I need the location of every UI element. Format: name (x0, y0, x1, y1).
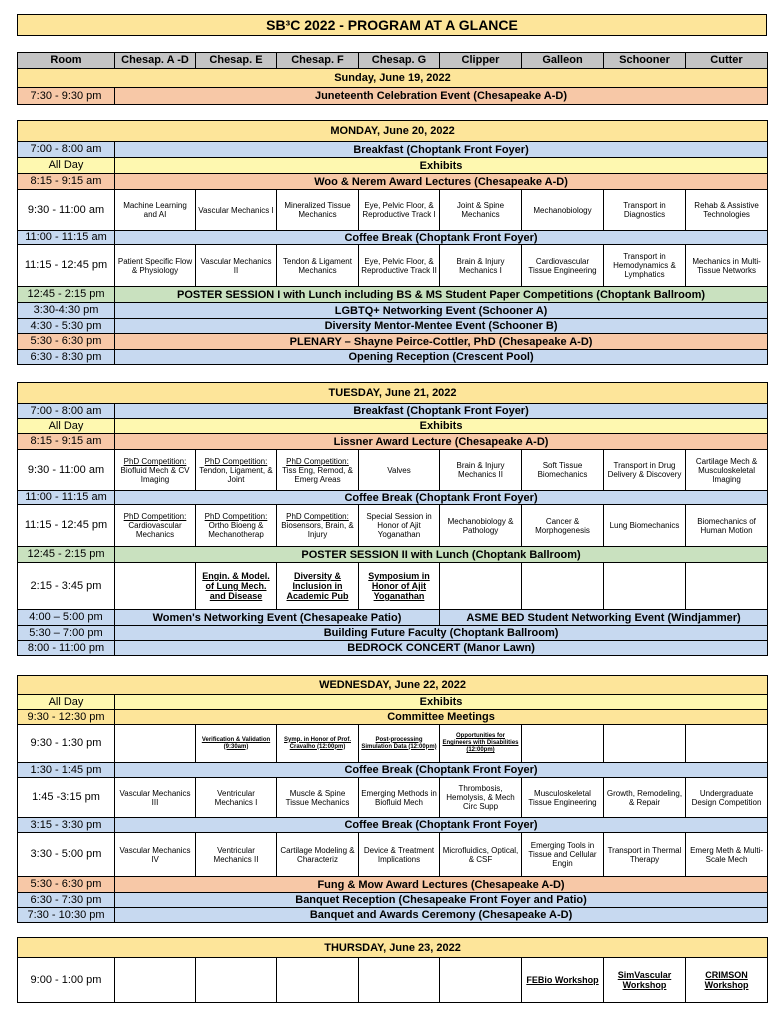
session-cell: Cartilage Mech & Musculoskeletal Imaging (686, 450, 768, 491)
header-chesap-f: Chesap. F (277, 53, 359, 69)
event-cell: Juneteenth Celebration Event (Chesapeake A-D) (115, 88, 768, 105)
tuesday-table (17, 382, 768, 656)
session-cell: Muscle & Spine Tissue Mechanics (277, 778, 359, 818)
header-schooner: Schooner (604, 53, 686, 69)
session-cell (277, 958, 359, 1003)
session-cell: Cancer & Morphogenesis (522, 505, 604, 547)
session-cell (277, 725, 359, 763)
session-cell: Emerging Methods in Biofluid Mech (359, 778, 440, 818)
session-cell: Mechanics in Multi-Tissue Networks (686, 245, 768, 287)
schedule-row (18, 908, 768, 923)
time-cell: 1:45 -3:15 pm (18, 778, 115, 818)
session-cell: Undergraduate Design Competition (686, 778, 768, 818)
day-heading-row (18, 938, 768, 958)
time-cell: 12:45 - 2:15 pm (18, 287, 115, 303)
session-cell: Ventricular Mechanics I (196, 778, 277, 818)
session-cell: Thrombosis, Hemolysis, & Mech Circ Supp (440, 778, 522, 818)
session-cell: Cartilage Modeling & Characteriz (277, 833, 359, 877)
time-cell: All Day (18, 695, 115, 710)
header-chesap-a-d: Chesap. A -D (115, 53, 196, 69)
session-row (18, 725, 768, 763)
session-cell (115, 563, 196, 610)
workshop-title: FEBio Workshop (526, 975, 599, 985)
event-cell: Banquet Reception (Chesapeake Front Foyer and Patio) (115, 893, 768, 908)
session-title: Tendon, Ligament, & Joint (199, 465, 273, 484)
time-cell: 3:30-4:30 pm (18, 303, 115, 319)
time-cell: 1:30 - 1:45 pm (18, 763, 115, 778)
session-cell (686, 563, 768, 610)
room-header-row (18, 53, 768, 69)
monday-table (17, 120, 768, 365)
event-cell: Coffee Break (Choptank Front Foyer) (115, 491, 768, 505)
event-cell: Exhibits (115, 158, 768, 174)
session-cell: Mechanobiology & Pathology (440, 505, 522, 547)
event-cell: PLENARY – Shayne Peirce-Cottler, PhD (Chesapeake A-D) (115, 334, 768, 350)
session-cell: Soft Tissue Biomechanics (522, 450, 604, 491)
session-row (18, 245, 768, 287)
session-cell (115, 958, 196, 1003)
session-cell (522, 958, 604, 1003)
schedule-row (18, 641, 768, 656)
event-cell: Committee Meetings (115, 710, 768, 725)
sunday-date-row (18, 69, 768, 88)
session-cell: Valves (359, 450, 440, 491)
session-cell: Cardiovascular Tissue Engineering (522, 245, 604, 287)
session-title: Biosensors, Brain, & Injury (281, 521, 354, 539)
time-cell: 8:15 - 9:15 am (18, 434, 115, 450)
time-cell: 6:30 - 7:30 pm (18, 893, 115, 908)
session-cell (440, 725, 522, 763)
session-cell (277, 450, 359, 491)
time-cell: 2:15 - 3:45 pm (18, 563, 115, 610)
time-cell: 4:30 - 5:30 pm (18, 319, 115, 334)
time-cell: 7:30 - 10:30 pm (18, 908, 115, 923)
schedule-row (18, 763, 768, 778)
session-cell: Brain & Injury Mechanics II (440, 450, 522, 491)
time-cell: 7:00 - 8:00 am (18, 404, 115, 419)
workshop-title: CRIMSON Workshop (704, 970, 749, 990)
session-cell (604, 563, 686, 610)
session-cell (115, 450, 196, 491)
session-title: Engin. & Model. of Lung Mech. and Disease (202, 571, 270, 601)
session-row (18, 450, 768, 491)
schedule-row (18, 491, 768, 505)
time-cell: 5:30 - 6:30 pm (18, 877, 115, 893)
time-cell: 4:00 – 5:00 pm (18, 610, 115, 626)
competition-label: PhD Competition: (123, 512, 187, 521)
session-cell (440, 563, 522, 610)
header-chesap-g: Chesap. G (359, 53, 440, 69)
time-cell: 7:00 - 8:00 am (18, 142, 115, 158)
session-cell: Brain & Injury Mechanics I (440, 245, 522, 287)
session-title: Ortho Bioeng & Mechanotherap (208, 521, 264, 539)
schedule-row (18, 231, 768, 245)
session-cell (196, 725, 277, 763)
schedule-row (18, 158, 768, 174)
event-cell: Coffee Break (Choptank Front Foyer) (115, 763, 768, 778)
session-cell: Transport in Hemodynamics & Lymphatics (604, 245, 686, 287)
session-cell: Transport in Drug Delivery & Discovery (604, 450, 686, 491)
session-cell (277, 563, 359, 610)
event-cell: Fung & Mow Award Lectures (Chesapeake A-D) (115, 877, 768, 893)
time-cell: 5:30 – 7:00 pm (18, 626, 115, 641)
thursday-table (17, 937, 768, 1003)
event-cell: Coffee Break (Choptank Front Foyer) (115, 231, 768, 245)
sunday-event-row (18, 88, 768, 105)
header-room: Room (18, 53, 115, 69)
competition-label: PhD Competition: (204, 456, 268, 466)
schedule-row (18, 303, 768, 319)
session-cell: Growth, Remodeling, & Repair (604, 778, 686, 818)
schedule-row (18, 142, 768, 158)
session-cell (604, 958, 686, 1003)
schedule-row (18, 174, 768, 190)
time-cell: 9:30 - 11:00 am (18, 190, 115, 231)
time-cell: 11:00 - 11:15 am (18, 231, 115, 245)
time-cell: 3:15 - 3:30 pm (18, 818, 115, 833)
session-title: Diversity & Inclusion in Academic Pub (286, 571, 349, 601)
event-cell: Opening Reception (Crescent Pool) (115, 350, 768, 365)
session-row (18, 958, 768, 1003)
schedule-row (18, 626, 768, 641)
time-cell: All Day (18, 158, 115, 174)
session-cell: Eye, Pelvic Floor, & Reproductive Track I (359, 190, 440, 231)
header-clipper: Clipper (440, 53, 522, 69)
schedule-row (18, 319, 768, 334)
time-cell: 9:30 - 12:30 pm (18, 710, 115, 725)
schedule-row (18, 695, 768, 710)
session-row (18, 190, 768, 231)
day-heading-row (18, 121, 768, 142)
schedule-row (18, 334, 768, 350)
session-cell: Tendon & Ligament Mechanics (277, 245, 359, 287)
session-cell: Microfluidics, Optical, & CSF (440, 833, 522, 877)
session-row (18, 778, 768, 818)
session-title: Verification & Validation (9:30am) (201, 736, 271, 750)
competition-label: PhD Competition: (286, 456, 349, 466)
day-heading: WEDNESDAY, June 22, 2022 (18, 676, 768, 695)
session-cell (277, 505, 359, 547)
header-galleon: Galleon (522, 53, 604, 69)
header-cutter: Cutter (686, 53, 768, 69)
session-title: Symp. in Honor of Prof. Cravalho (12:00pm) (284, 736, 351, 750)
event-cell: Lissner Award Lecture (Chesapeake A-D) (115, 434, 768, 450)
event-cell: ASME BED Student Networking Event (Windjammer) (440, 610, 768, 626)
day-heading: THURSDAY, June 23, 2022 (18, 938, 768, 958)
session-title: Biofluid Mech & CV Imaging (120, 465, 190, 484)
session-cell (604, 725, 686, 763)
session-cell (359, 958, 440, 1003)
workshop-title: SimVascular Workshop (617, 970, 672, 990)
time-cell: 11:00 - 11:15 am (18, 491, 115, 505)
event-cell: Breakfast (Choptank Front Foyer) (115, 404, 768, 419)
session-cell: Ventricular Mechanics II (196, 833, 277, 877)
schedule-row (18, 434, 768, 450)
competition-label: PhD Competition: (286, 512, 349, 521)
schedule-row (18, 818, 768, 833)
time-cell: 12:45 - 2:15 pm (18, 547, 115, 563)
event-cell: Exhibits (115, 419, 768, 434)
schedule-row (18, 547, 768, 563)
schedule-row (18, 419, 768, 434)
event-cell: Women's Networking Event (Chesapeake Patio) (115, 610, 440, 626)
time-cell: 9:30 - 11:00 am (18, 450, 115, 491)
event-cell: POSTER SESSION I with Lunch including BS & MS Student Paper Competitions (Choptank Ballroom) (115, 287, 768, 303)
session-cell: Machine Learning and AI (115, 190, 196, 231)
schedule-row (18, 710, 768, 725)
session-cell: Device & Treatment Implications (359, 833, 440, 877)
page-title: SB³C 2022 - PROGRAM AT A GLANCE (17, 14, 767, 36)
session-cell (522, 725, 604, 763)
session-cell (686, 958, 768, 1003)
event-cell: Exhibits (115, 695, 768, 710)
header-chesap-e: Chesap. E (196, 53, 277, 69)
session-title: Tiss Eng, Remod, & Emerg Areas (282, 465, 353, 484)
session-cell: Mineralized Tissue Mechanics (277, 190, 359, 231)
competition-label: PhD Competition: (123, 456, 187, 466)
schedule-row (18, 287, 768, 303)
event-cell: Woo & Nerem Award Lectures (Chesapeake A-D) (115, 174, 768, 190)
session-cell: Biomechanics of Human Motion (686, 505, 768, 547)
event-cell: Coffee Break (Choptank Front Foyer) (115, 818, 768, 833)
event-cell: Building Future Faculty (Choptank Ballroom) (115, 626, 768, 641)
session-cell (115, 725, 196, 763)
time-cell: 9:00 - 1:00 pm (18, 958, 115, 1003)
schedule-row (18, 404, 768, 419)
header-sunday-table (17, 52, 768, 105)
session-cell (196, 563, 277, 610)
event-cell: BEDROCK CONCERT (Manor Lawn) (115, 641, 768, 656)
schedule-row (18, 610, 768, 626)
session-cell: Emerging Tools in Tissue and Cellular Engin (522, 833, 604, 877)
session-cell (196, 958, 277, 1003)
time-cell: 8:15 - 9:15 am (18, 174, 115, 190)
competition-label: PhD Competition: (204, 512, 268, 521)
schedule-row (18, 893, 768, 908)
day-heading: TUESDAY, June 21, 2022 (18, 383, 768, 404)
time-cell: 3:30 - 5:00 pm (18, 833, 115, 877)
session-cell: Transport in Thermal Therapy (604, 833, 686, 877)
session-cell: Eye, Pelvic Floor, & Reproductive Track II (359, 245, 440, 287)
session-title: Opportunities for Engineers with Disabilities (12:00pm) (442, 733, 519, 753)
wednesday-table (17, 675, 768, 923)
day-heading: MONDAY, June 20, 2022 (18, 121, 768, 142)
session-cell (196, 450, 277, 491)
event-cell: Banquet and Awards Ceremony (Chesapeake A-D) (115, 908, 768, 923)
time-cell: 11:15 - 12:45 pm (18, 245, 115, 287)
session-cell: Rehab & Assistive Technologies (686, 190, 768, 231)
time-cell: 7:30 - 9:30 pm (18, 88, 115, 105)
session-title: Post-processing Simulation Data (12:00pm) (361, 736, 437, 750)
session-cell: Vascular Mechanics I (196, 190, 277, 231)
session-cell (359, 725, 440, 763)
session-cell: Patient Specific Flow & Physiology (115, 245, 196, 287)
session-cell: Lung Biomechanics (604, 505, 686, 547)
day-heading-row (18, 676, 768, 695)
day-heading: Sunday, June 19, 2022 (18, 69, 768, 88)
session-cell: Vascular Mechanics III (115, 778, 196, 818)
session-cell: Vascular Mechanics IV (115, 833, 196, 877)
schedule-row (18, 877, 768, 893)
event-cell: POSTER SESSION II with Lunch (Choptank Ballroom) (115, 547, 768, 563)
time-cell: 11:15 - 12:45 pm (18, 505, 115, 547)
session-title: Symposium in Honor of Ajit Yoganathan (368, 571, 430, 601)
session-row (18, 505, 768, 547)
event-cell: Breakfast (Choptank Front Foyer) (115, 142, 768, 158)
session-cell (359, 563, 440, 610)
session-title: Cardiovascular Mechanics (128, 521, 182, 539)
session-cell: Joint & Spine Mechanics (440, 190, 522, 231)
event-cell: Diversity Mentor-Mentee Event (Schooner B) (115, 319, 768, 334)
time-cell: 5:30 - 6:30 pm (18, 334, 115, 350)
time-cell: 8:00 - 11:00 pm (18, 641, 115, 656)
time-cell: 6:30 - 8:30 pm (18, 350, 115, 365)
session-cell: Transport in Diagnostics (604, 190, 686, 231)
session-cell: Vascular Mechanics II (196, 245, 277, 287)
session-cell: Mechanobiology (522, 190, 604, 231)
session-row (18, 563, 768, 610)
session-cell (115, 505, 196, 547)
time-cell: All Day (18, 419, 115, 434)
session-cell (196, 505, 277, 547)
session-cell: Musculoskeletal Tissue Engineering (522, 778, 604, 818)
session-cell (522, 563, 604, 610)
session-cell (686, 725, 768, 763)
schedule-row (18, 350, 768, 365)
session-cell: Special Session in Honor of Ajit Yoganathan (359, 505, 440, 547)
session-cell (440, 958, 522, 1003)
session-row (18, 833, 768, 877)
event-cell: LGBTQ+ Networking Event (Schooner A) (115, 303, 768, 319)
day-heading-row (18, 383, 768, 404)
session-cell: Emerg Meth & Multi-Scale Mech (686, 833, 768, 877)
time-cell: 9:30 - 1:30 pm (18, 725, 115, 763)
